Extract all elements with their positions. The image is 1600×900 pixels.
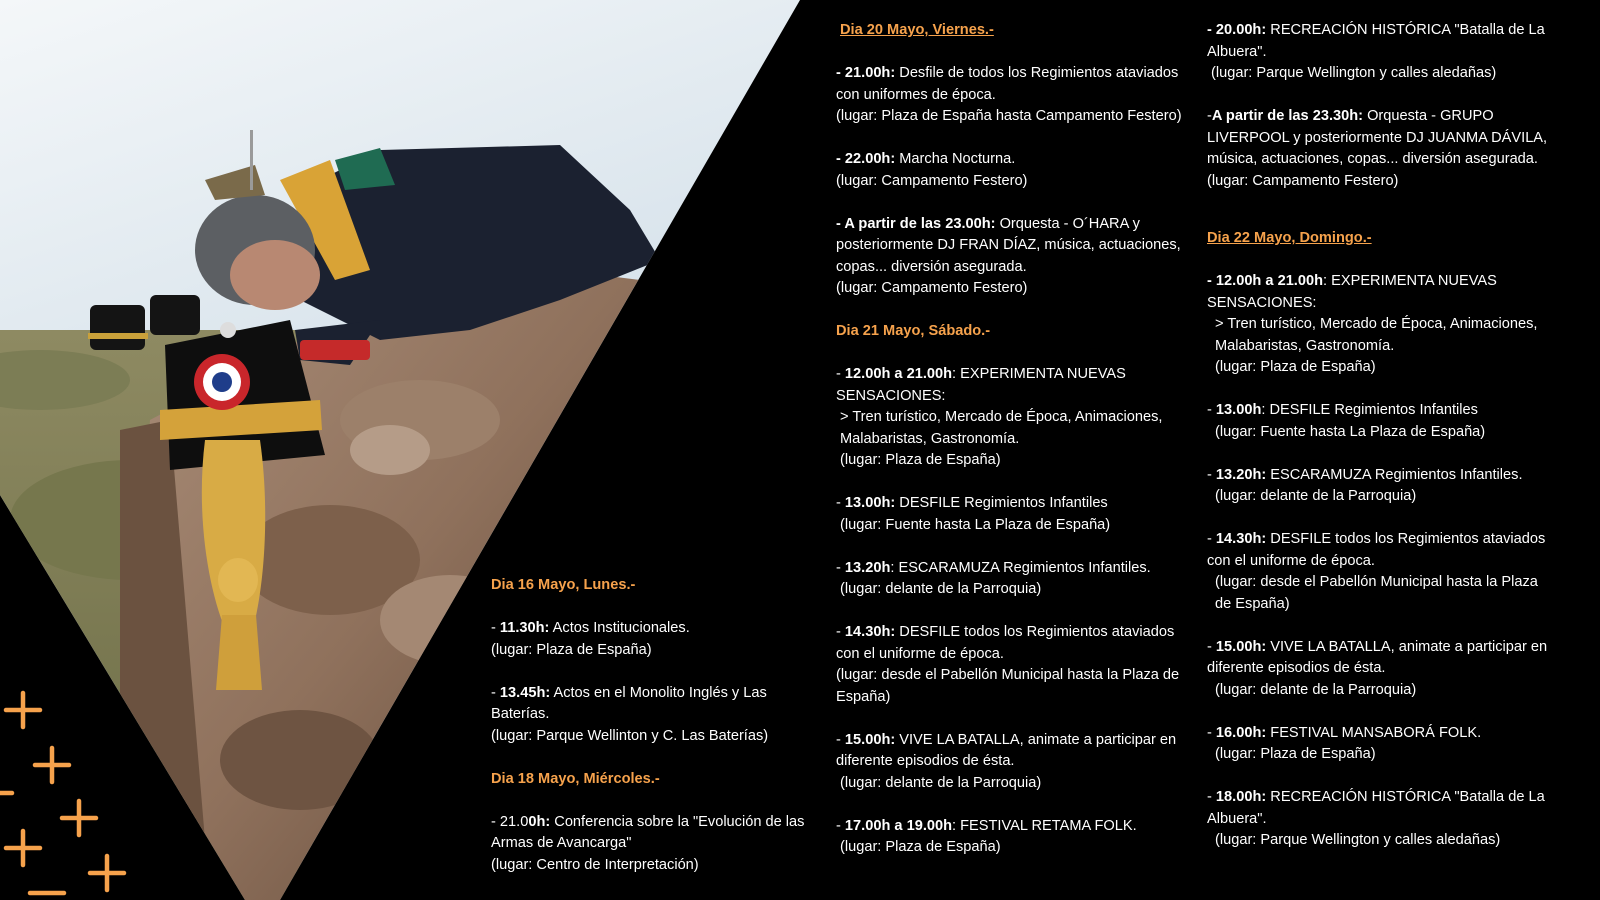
event-text: : ESCARAMUZA Regimientos Infantiles. <box>890 559 1151 576</box>
event-item: - 18.00h: RECREACIÓN HISTÓRICA "Batalla de La Albuera". (lugar: Parque Wellington y calles aledañas) <box>1207 787 1557 852</box>
event-item: - 11.30h: Actos Institucionales. (lugar: Plaza de España) <box>491 618 806 661</box>
event-place: (lugar: Plaza de España) <box>840 839 1001 855</box>
event-item: -A partir de las 23.30h: Orquesta - GRUPO LIVERPOOL y posteriormente DJ JUANMA DÁVILA, música, actuaciones, copas... diversión asegurada. (lugar: Campamento Festero) <box>1207 106 1557 192</box>
event-place: (lugar: Plaza de España hasta Campamento Festero) <box>836 108 1182 124</box>
event-time: 16.00h: <box>1215 724 1267 741</box>
event-place: (lugar: Plaza de España) <box>1215 359 1376 375</box>
event-item: - 14.30h: DESFILE todos los Regimientos ataviados con el uniforme de época. (lugar: desde el Pabellón Municipal hasta la Plaza de España) <box>836 622 1186 708</box>
day-heading-16: Dia 16 Mayo, Lunes.- <box>491 577 636 593</box>
event-text: DESFILE todos los Regimientos ataviados con el uniforme de época. <box>1207 531 1546 569</box>
event-item: - 13.20h: ESCARAMUZA Regimientos Infantiles. (lugar: delante de la Parroquia) <box>1207 465 1557 508</box>
event-item: - 12.00h a 21.00h: EXPERIMENTA NUEVAS SENSACIONES: > Tren turístico, Mercado de Época, Animaciones, Malabaristas, Gastronomía. (lugar: Plaza de España) <box>836 364 1186 472</box>
event-text: Orquesta - O´HARA y posteriormente DJ FRAN DÍAZ, música, actuaciones, copas... diversión asegurada. <box>836 215 1181 275</box>
event-text: Marcha Nocturna. <box>895 151 1016 167</box>
event-text: Actos Institucionales. <box>549 620 690 636</box>
event-time: 15.00h: <box>844 731 896 748</box>
event-place: (lugar: delante de la Parroquia) <box>1215 681 1417 698</box>
event-place: (lugar: Campamento Festero) <box>836 280 1028 296</box>
event-text: Actos en el Monolito Inglés y Las Baterías. <box>491 684 767 722</box>
event-time: 17.00h a 19.00h <box>844 817 953 834</box>
event-text: Orquesta - GRUPO LIVERPOOL y posteriormente DJ JUANMA DÁVILA, música, actuaciones, copas... diversión asegurada. <box>1207 108 1548 167</box>
event-place: (lugar: Parque Wellington y calles aledañas) <box>1215 832 1501 848</box>
event-time: 11.30h: <box>499 620 550 636</box>
event-text: : FESTIVAL RETAMA FOLK. <box>952 817 1137 834</box>
event-place: (lugar: Fuente hasta La Plaza de España) <box>840 516 1111 533</box>
event-place: (lugar: Parque Wellington y calles aledañas) <box>1211 65 1497 81</box>
event-place: (lugar: delante de la Parroquia) <box>1215 488 1417 504</box>
event-item <box>1207 271 1557 379</box>
event-time: - 21.00h: <box>836 65 896 81</box>
event-item: - 15.00h: VIVE LA BATALLA, animate a participar en diferente episodios de ésta. (lugar: delante de la Parroquia) <box>1207 637 1557 702</box>
event-time: - 12.00h a 21.00h <box>1207 273 1324 289</box>
event-time: 14.30h: <box>844 624 896 640</box>
event-place: (lugar: Campamento Festero) <box>836 172 1028 189</box>
event-text: RECREACIÓN HISTÓRICA "Batalla de La Albuera". <box>1207 22 1545 60</box>
event-text: Desfile de todos los Regimientos ataviados con uniformes de época. <box>836 65 1179 103</box>
day-heading-22: Dia 22 Mayo, Domingo.- <box>1207 230 1372 246</box>
event-time: 12.00h a 21.00h <box>844 366 953 382</box>
event-place: (lugar: desde el Pabellón Municipal hasta la Plaza de España) <box>836 667 1180 705</box>
event-place: (lugar: Plaza de España) <box>1215 746 1376 762</box>
event-place: (lugar: Fuente hasta La Plaza de España) <box>1215 423 1486 440</box>
event-place: (lugar: Campamento Festero) <box>1207 172 1399 189</box>
event-item: - 16.00h: FESTIVAL MANSABORÁ FOLK. (lugar: Plaza de España) <box>1207 723 1557 766</box>
event-time: - A partir de las 23.00h: <box>836 215 996 232</box>
event-time: - 20.00h: <box>1207 22 1267 38</box>
event-time: 18.00h: <box>1215 789 1267 805</box>
event-item: - 13.00h: DESFILE Regimientos Infantiles (lugar: Fuente hasta La Plaza de España) <box>1207 400 1557 443</box>
event-item: - 15.00h: VIVE LA BATALLA, animate a participar en diferente episodios de ésta. (lugar: delante de la Parroquia) <box>836 730 1186 795</box>
event-place: (lugar: Parque Wellinton y C. Las Baterías) <box>491 727 769 744</box>
event-place: (lugar: Plaza de España) <box>840 452 1001 468</box>
event-time: 13.45h: <box>499 684 551 701</box>
event-text: : EXPERIMENTA NUEVAS SENSACIONES: <box>1207 273 1497 311</box>
event-text: ESCARAMUZA Regimientos Infantiles. <box>1266 466 1523 483</box>
event-item: - 21.00h: Conferencia sobre la "Evolución de las Armas de Avancarga" (lugar: Centro de Interpretación) <box>491 812 806 877</box>
event-time: 14.30h: <box>1215 531 1267 547</box>
schedule-column-1 <box>491 575 806 898</box>
event-item: - 14.30h: DESFILE todos los Regimientos ataviados con el uniforme de época. (lugar: desde el Pabellón Municipal hasta la Plaza de España) <box>1207 529 1557 615</box>
event-item <box>836 214 1186 300</box>
event-item: - 13.45h: Actos en el Monolito Inglés y Las Baterías. (lugar: Parque Wellinton y C. Las Baterías) <box>491 683 806 748</box>
event-place: (lugar: Plaza de España) <box>491 641 652 658</box>
day-heading-21: Dia 21 Mayo, Sábado.- <box>836 323 991 339</box>
event-item <box>836 149 1186 192</box>
orange-cross-pattern <box>0 693 124 893</box>
event-place: (lugar: delante de la Parroquia) <box>840 581 1042 597</box>
event-item: - 13.20h: ESCARAMUZA Regimientos Infantiles. (lugar: delante de la Parroquia) <box>836 558 1186 601</box>
event-text: VIVE LA BATALLA, animate a participar en diferente episodios de ésta. <box>1207 638 1548 676</box>
event-text: FESTIVAL MANSABORÁ FOLK. <box>1266 724 1482 741</box>
day-heading-18: Dia 18 Mayo, Miércoles.- <box>491 770 660 787</box>
event-time: - 22.00h: <box>836 151 896 167</box>
event-time: 13.00h: <box>844 495 896 511</box>
event-time: 13.00h <box>1215 402 1262 418</box>
event-text: DESFILE todos los Regimientos ataviados con el uniforme de época. <box>836 624 1175 662</box>
schedule-column-3 <box>1207 20 1557 873</box>
event-time: 0h: <box>528 813 551 830</box>
event-time: A partir de las 23.30h: <box>1211 108 1364 124</box>
event-place: (lugar: delante de la Parroquia) <box>840 774 1042 791</box>
event-subtext: > Tren turístico, Mercado de Época, Animaciones, Malabaristas, Gastronomía. <box>840 409 1163 447</box>
event-text: DESFILE Regimientos Infantiles <box>895 495 1108 511</box>
day-heading-20: Dia 20 Mayo, Viernes.- <box>840 22 994 38</box>
event-place: (lugar: desde el Pabellón Municipal hasta la Plaza de España) <box>1215 574 1538 612</box>
event-text: : EXPERIMENTA NUEVAS SENSACIONES: <box>836 366 1126 404</box>
event-text: RECREACIÓN HISTÓRICA "Batalla de La Albuera". <box>1207 789 1545 827</box>
event-item <box>1207 20 1557 85</box>
event-text: VIVE LA BATALLA, animate a participar en diferente episodios de ésta. <box>836 731 1177 769</box>
event-text: : DESFILE Regimientos Infantiles <box>1261 402 1478 418</box>
event-time: 13.20h <box>844 559 891 576</box>
schedule-column-2 <box>836 20 1186 880</box>
event-place: (lugar: Centro de Interpretación) <box>491 856 699 873</box>
event-item <box>836 63 1186 128</box>
event-item: - 17.00h a 19.00h: FESTIVAL RETAMA FOLK. (lugar: Plaza de España) <box>836 816 1186 859</box>
event-time: 13.20h: <box>1215 466 1267 483</box>
event-time: 15.00h: <box>1215 638 1267 655</box>
event-item: - 13.00h: DESFILE Regimientos Infantiles (lugar: Fuente hasta La Plaza de España) <box>836 493 1186 536</box>
event-text: Conferencia sobre la "Evolución de las Armas de Avancarga" <box>491 813 805 851</box>
event-subtext: > Tren turístico, Mercado de Época, Animaciones, Malabaristas, Gastronomía. <box>1215 316 1538 354</box>
